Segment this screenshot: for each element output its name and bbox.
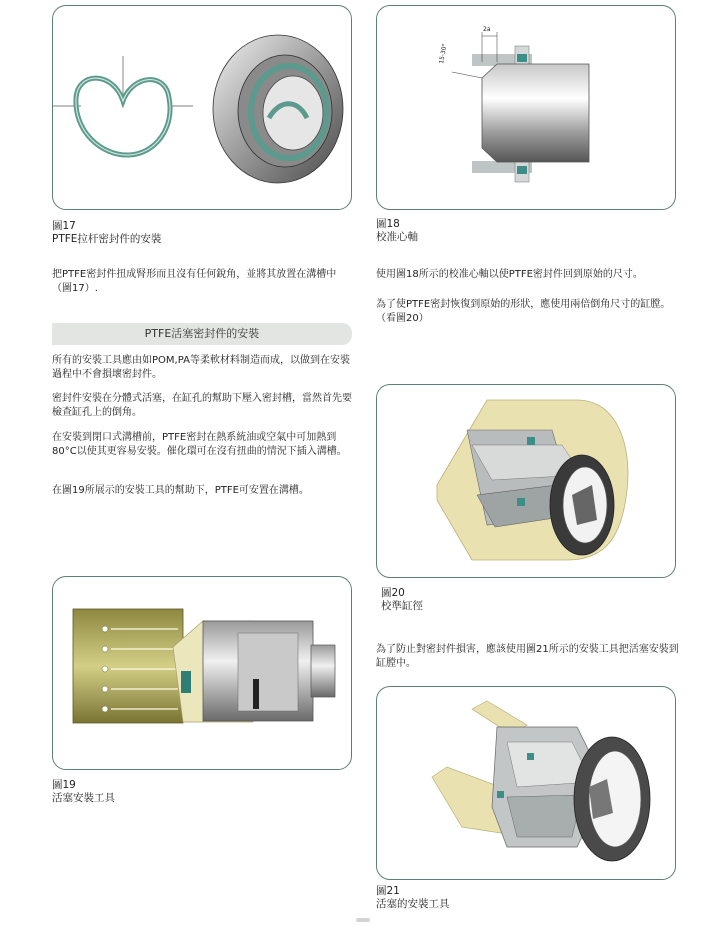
figure-title: 活塞安裝工具 [52,792,115,804]
calibration-bore-illustration [377,385,676,578]
figure-19-caption [52,779,115,805]
figure-number: 圖20 [381,587,405,599]
body-paragraph: 為了使PTFE密封恢復到原始的形狀，應使用兩倍倒角尺寸的缸膛。（看圖20） [376,299,671,324]
body-paragraph: 在圖19所展示的安裝工具的幫助下，PTFE可安置在溝槽。 [52,485,309,496]
figure-17-frame [52,5,352,210]
figure-number: 圖21 [376,885,400,897]
page-decoration [356,918,370,922]
figure-title: PTFE拉杆密封件的安裝 [52,233,162,245]
figure-20-caption [381,587,423,613]
piston-fitting-tool-illustration [377,687,676,880]
figure-19-frame [52,576,352,770]
figure-title: 活塞的安裝工具 [376,898,450,910]
body-paragraph: 使用圖18所示的校准心軸以使PTFE密封件回到原始的尺寸。 [376,269,643,280]
section-title-piston-seal: PTFE活塞密封件的安裝 [52,323,352,345]
body-paragraph: 在安裝到閉口式溝槽前，PTFE密封在熱系統油或空氣中可加熱到80°C以使其更容易安裝。催化環可在沒有扭曲的情況下插入溝槽。 [52,432,347,457]
figure-20-frame [376,384,676,578]
figure-title: 校准心軸 [376,231,418,243]
body-paragraph: 為了防止對密封件損害，應該使用圖21所示的安裝工具把活塞安裝到缸膛中。 [376,644,679,669]
figure-21-caption [376,885,450,911]
piston-installation-tool-illustration [53,577,352,770]
intro-paragraph: 把PTFE密封件扭成腎形而且沒有任何銳角，並將其放置在溝槽中（圖17）. [52,269,337,294]
body-paragraph: 密封件安裝在分體式活塞，在缸孔的幫助下壓入密封槽，當然首先要檢查缸孔上的倒角。 [52,393,352,418]
figure-number: 圖17 [52,220,76,232]
figure-17-caption [52,220,161,246]
figure-number: 圖19 [52,779,76,791]
kidney-seal-illustration [53,6,352,210]
body-paragraph: 所有的安裝工具應由如POM,PA等柔軟材料制造而成，以做到在安裝過程中不會損壞密封件。 [52,355,350,380]
figure-18-caption [376,218,418,244]
figure-number: 圖18 [376,218,400,230]
calibration-mandrel-illustration [377,6,676,210]
dim-angle-label: 15-30° [438,43,449,65]
figure-21-frame [376,686,676,880]
dim-2a-label: 2a [483,26,491,33]
figure-18-frame [376,5,676,210]
figure-title: 校準缸徑 [381,600,423,612]
